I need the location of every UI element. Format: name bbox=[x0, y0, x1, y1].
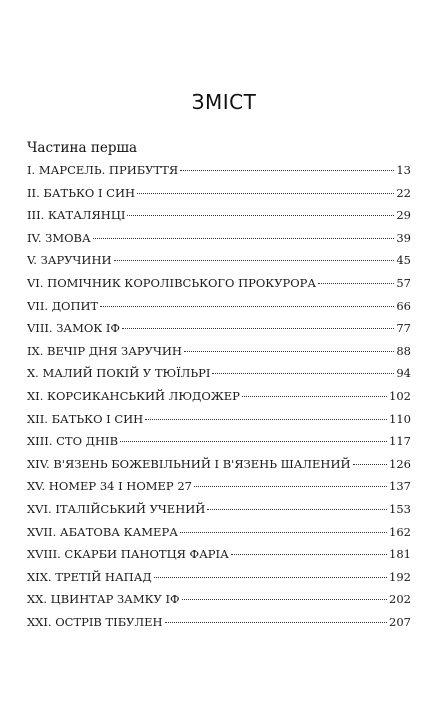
toc-dot-leader bbox=[182, 599, 387, 600]
toc-entry[interactable] bbox=[27, 276, 411, 299]
toc-entry-title: XVII. АБАТОВА КАМЕРА bbox=[27, 524, 178, 539]
toc-dot-leader bbox=[165, 622, 388, 623]
toc-entry[interactable] bbox=[27, 231, 411, 254]
toc-entry-page: 162 bbox=[389, 524, 411, 539]
toc-entry-title: X. МАЛИЙ ПОКІЙ У ТЮЇЛЬРІ bbox=[27, 366, 211, 381]
toc-entry[interactable] bbox=[27, 615, 411, 638]
toc-entry[interactable] bbox=[27, 502, 411, 525]
toc-entry[interactable] bbox=[27, 479, 411, 502]
toc-entry-page: 137 bbox=[389, 479, 411, 494]
toc-entry-title: XII. БАТЬКО І СИН bbox=[27, 411, 144, 426]
toc-dot-leader bbox=[154, 577, 387, 578]
toc-entry-page: 66 bbox=[396, 298, 411, 313]
toc-entry-title: XXI. ОСТРІВ ТІБУЛЕН bbox=[27, 614, 163, 629]
toc-entry-title: I. МАРСЕЛЬ. ПРИБУТТЯ bbox=[27, 163, 179, 177]
toc-dot-leader bbox=[231, 554, 387, 555]
toc-entry-title: IV. ЗМОВА bbox=[27, 230, 91, 245]
toc-dot-leader bbox=[120, 441, 387, 442]
toc-entry-title: VII. ДОПИТ bbox=[27, 298, 99, 313]
toc-entry-page: 181 bbox=[389, 547, 411, 562]
toc-entry-title: XIV. В'ЯЗЕНЬ БОЖЕВІЛЬНИЙ І В'ЯЗЕНЬ ШАЛЕНИЙ bbox=[27, 456, 351, 471]
toc-entry-page: 88 bbox=[396, 343, 411, 358]
toc-entry-title: III. КАТАЛЯНЦІ bbox=[27, 208, 126, 223]
toc-entry-page: 202 bbox=[389, 592, 411, 607]
toc-entry-page: 45 bbox=[396, 253, 411, 268]
toc-entry-page: 77 bbox=[396, 321, 411, 336]
toc-entry[interactable] bbox=[27, 321, 411, 344]
toc-entry-title: XIX. ТРЕТІЙ НАПАД bbox=[27, 569, 152, 584]
toc-entry-title: XIII. СТО ДНІВ bbox=[27, 434, 119, 449]
toc-entry-page: 153 bbox=[389, 501, 411, 516]
toc-entry-page: 22 bbox=[396, 185, 411, 200]
toc-entry[interactable] bbox=[27, 299, 411, 322]
toc-entry[interactable] bbox=[27, 434, 411, 457]
toc-entry-title: VIII. ЗАМОК ІФ bbox=[27, 321, 120, 336]
toc-dot-leader bbox=[180, 170, 394, 171]
toc-entry-title: XV. НОМЕР 34 І НОМЕР 27 bbox=[27, 479, 192, 494]
toc-dot-leader bbox=[93, 238, 395, 239]
toc-entry[interactable] bbox=[27, 389, 411, 412]
toc-entry-page: 126 bbox=[389, 456, 411, 471]
toc-entry-page: 102 bbox=[389, 388, 411, 403]
toc-entry-title: XI. КОРСИКАНСЬКИЙ ЛЮДОЖЕР bbox=[27, 388, 240, 403]
toc-dot-leader bbox=[122, 328, 394, 329]
toc-entry[interactable] bbox=[27, 525, 411, 548]
toc-entry[interactable] bbox=[27, 163, 411, 186]
table-of-contents bbox=[27, 163, 411, 637]
toc-entry-title: V. ЗАРУЧИНИ bbox=[27, 253, 112, 268]
toc-entry-title: II. БАТЬКО І СИН bbox=[27, 185, 136, 200]
toc-entry-title: IX. ВЕЧІР ДНЯ ЗАРУЧИН bbox=[27, 343, 182, 358]
toc-dot-leader bbox=[180, 532, 387, 533]
toc-entry-page: 117 bbox=[389, 434, 411, 449]
page-title: ЗМІСТ bbox=[191, 90, 257, 114]
toc-dot-leader bbox=[207, 509, 387, 510]
toc-entry-title: XVIII. СКАРБИ ПАНОТЦЯ ФАРІА bbox=[27, 547, 229, 562]
toc-dot-leader bbox=[242, 396, 387, 397]
toc-entry-page: 192 bbox=[389, 569, 411, 584]
toc-entry[interactable] bbox=[27, 457, 411, 480]
toc-entry[interactable] bbox=[27, 186, 411, 209]
toc-dot-leader bbox=[194, 486, 387, 487]
toc-dot-leader bbox=[100, 306, 394, 307]
toc-entry[interactable] bbox=[27, 570, 411, 593]
toc-entry[interactable] bbox=[27, 547, 411, 570]
toc-entry-page: 94 bbox=[396, 366, 411, 381]
toc-entry-page: 57 bbox=[396, 275, 411, 290]
toc-dot-leader bbox=[318, 283, 394, 284]
toc-dot-leader bbox=[145, 419, 387, 420]
toc-dot-leader bbox=[353, 464, 388, 465]
toc-entry[interactable] bbox=[27, 412, 411, 435]
part-heading: Частина перша bbox=[27, 140, 138, 156]
toc-entry-page: 13 bbox=[396, 163, 411, 177]
toc-entry-title: VI. ПОМІЧНИК КОРОЛІВСЬКОГО ПРОКУРОРА bbox=[27, 275, 317, 290]
toc-entry-page: 39 bbox=[396, 230, 411, 245]
toc-entry[interactable] bbox=[27, 366, 411, 389]
toc-entry[interactable] bbox=[27, 592, 411, 615]
toc-entry-title: XX. ЦВИНТАР ЗАМКУ ІФ bbox=[27, 592, 180, 607]
toc-entry[interactable] bbox=[27, 253, 411, 276]
toc-entry-page: 207 bbox=[389, 614, 411, 629]
toc-dot-leader bbox=[137, 193, 394, 194]
toc-entry[interactable] bbox=[27, 208, 411, 231]
toc-entry-title: XVI. ІТАЛІЙСЬКИЙ УЧЕНИЙ bbox=[27, 501, 206, 516]
toc-dot-leader bbox=[114, 260, 395, 261]
toc-entry[interactable] bbox=[27, 344, 411, 367]
toc-entry-page: 29 bbox=[396, 208, 411, 223]
toc-dot-leader bbox=[212, 373, 394, 374]
toc-dot-leader bbox=[127, 215, 394, 216]
toc-entry-page: 110 bbox=[389, 411, 411, 426]
toc-dot-leader bbox=[184, 351, 394, 352]
